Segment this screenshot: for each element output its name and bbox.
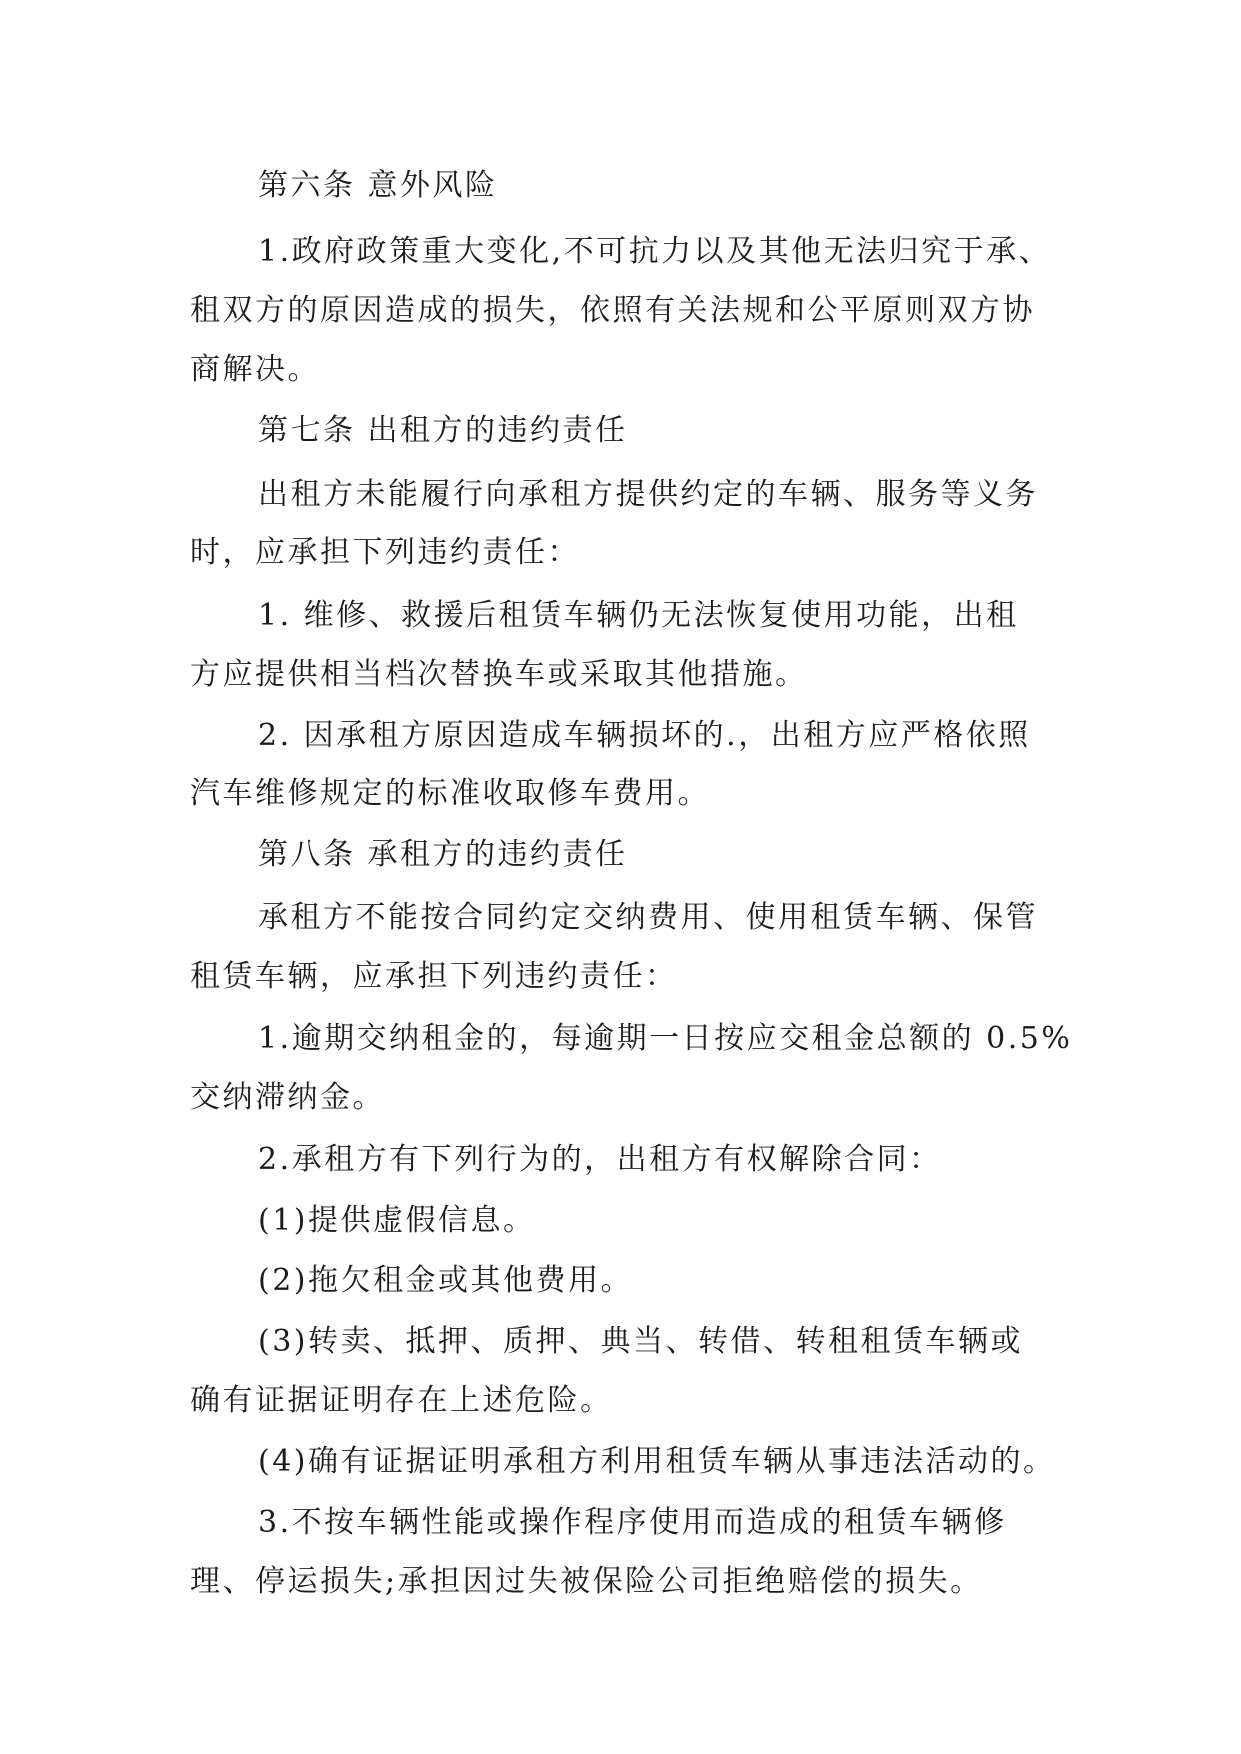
article-7-clause-1-line-1: 1. 维修、救援后租赁车辆仍无法恢复使用功能，出租: [258, 598, 1019, 633]
article-8-clause-3-line-2: 理、停运损失;承担因过失被保险公司拒绝赔偿的损失。: [190, 1564, 983, 1599]
article-6-clause-1-line-2: 租双方的原因造成的损失，依照有关法规和公平原则双方协: [190, 293, 1035, 328]
article-7-clause-1-line-2: 方应提供相当档次替换车或采取其他措施。: [190, 657, 808, 692]
article-6-heading: 第六条 意外风险: [258, 168, 498, 203]
article-8-item-3-line-1: (3)转卖、抵押、质押、典当、转借、转租租赁车辆或: [258, 1324, 1023, 1359]
article-8-item-1: (1)提供虚假信息。: [258, 1203, 536, 1238]
article-8-clause-3-line-1: 3.不按车辆性能或操作程序使用而造成的租赁车辆修: [258, 1505, 1007, 1540]
article-8-clause-1-line-1: 1.逾期交纳租金的，每逾期一日按应交租金总额的 0.5%: [258, 1021, 1073, 1056]
article-8-item-4: (4)确有证据证明承租方利用租赁车辆从事违法活动的。: [258, 1444, 1056, 1479]
article-6-clause-1-line-1: 1.政府政策重大变化,不可抗力以及其他无法归究于承、: [258, 234, 1052, 269]
article-7-intro-line-1: 出租方未能履行向承租方提供约定的车辆、服务等义务: [258, 477, 1038, 512]
article-7-clause-2-line-1: 2. 因承租方原因造成车辆损坏的.，出租方应严格依照: [258, 718, 1031, 753]
article-7-clause-2-line-2: 汽车维修规定的标准收取修车费用。: [190, 776, 710, 811]
article-8-intro-line-2: 租赁车辆，应承担下列违约责任：: [190, 959, 678, 994]
article-8-clause-1-line-2: 交纳滞纳金。: [190, 1080, 385, 1115]
article-8-clause-2: 2.承租方有下列行为的，出租方有权解除合同：: [258, 1142, 942, 1177]
article-8-item-2: (2)拖欠租金或其他费用。: [258, 1263, 633, 1298]
article-8-item-3-line-2: 确有证据证明存在上述危险。: [190, 1383, 613, 1418]
article-7-heading: 第七条 出租方的违约责任: [258, 413, 628, 448]
article-6-clause-1-line-3: 商解决。: [190, 352, 320, 387]
article-8-intro-line-1: 承租方不能按合同约定交纳费用、使用租赁车辆、保管: [258, 900, 1038, 935]
article-8-heading: 第八条 承租方的违约责任: [258, 837, 628, 872]
article-7-intro-line-2: 时，应承担下列违约责任：: [190, 535, 580, 570]
